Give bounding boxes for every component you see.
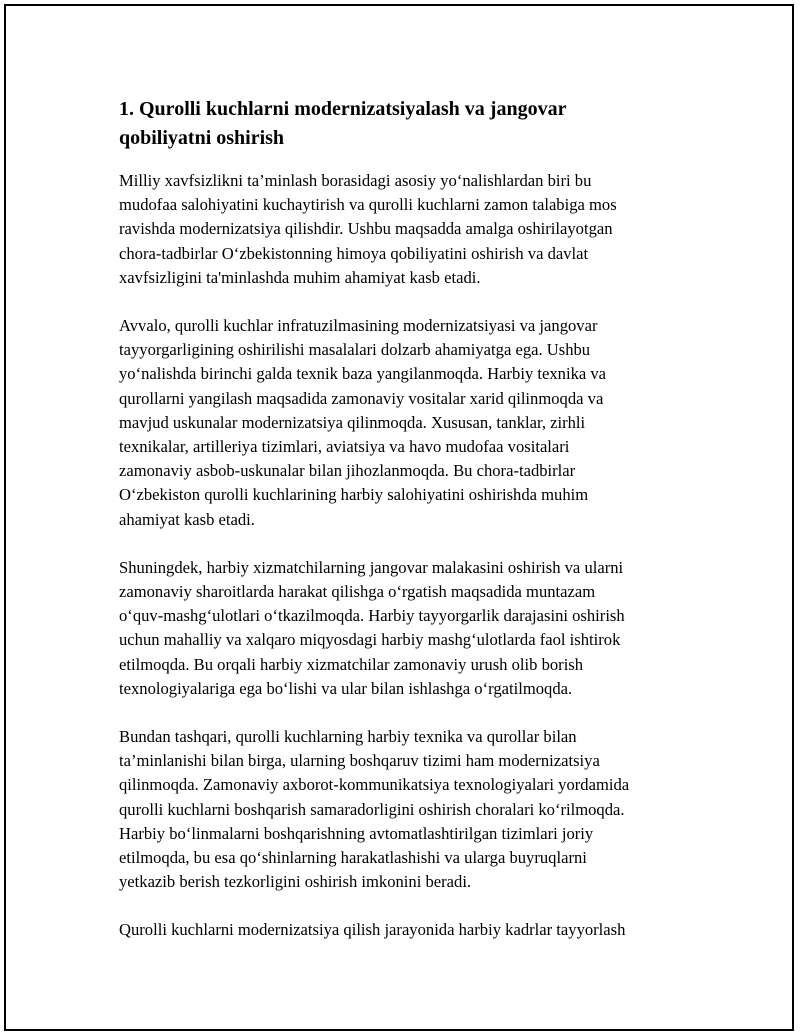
paragraph-2: Avvalo, qurolli kuchlar infratuzilmasining modernizatsiyasi va jangovar tayyorgarligining oshirilishi masalalari dolzarb ahamiyatga ega. Ushbu yo‘nalishda birinchi galda texnik baza yangilanmoqda. Harbiy texnika va qurollarni yangilash maqsadida zamonaviy vositalar xarid qilinmoqda va mavjud uskunalar modernizatsiya qilinmoqda. Xususan, tanklar, zirhli texnikalar, artilleriya tizimlari, aviatsiya va havo mudofaa vositalari zamonaviy asbob-uskunalar bilan jihozlanmoqda. Bu chora-tadbirlar O‘zbekiston qurolli kuchlarining harbiy salohiyatini oshirishda muhim ahamiyat kasb etadi. [119, 316, 607, 529]
paragraph-1: Milliy xavfsizlikni ta’minlash borasidagi asosiy yo‘nalishlardan biri bu mudofaa salohiyatini kuchaytirish va qurolli kuchlarni zamon talabiga mos ravishda modernizatsiya qilishdir. Ushbu maqsadda amalga oshirilayotgan chora-tadbirlar O‘zbekistonning himoya qobiliyatini oshirish va davlat xavfsizligini ta'minlashda muhim ahamiyat kasb etadi. [119, 171, 617, 287]
paragraph-5: Qurolli kuchlarni modernizatsiya qilish jarayonida harbiy kadrlar tayyorlash [119, 920, 626, 940]
paragraph-3: Shuningdek, harbiy xizmatchilarning jangovar malakasini oshirish va ularni zamonaviy sharoitlarda harakat qilishga o‘rgatish maqsadida muntazam o‘quv-mashg‘ulotlari o‘tkazilmoqda. Harbiy tayyorgarlik darajasini oshirish uchun mahalliy va xalqaro miqyosdagi harbiy mashg‘ulotlarda faol ishtirok etilmoqda. Bu orqali harbiy xizmatchilar zamonaviy urush olib borish texnologiyalariga ega bo‘lishi va ular bilan ishlashga o‘rgatilmoqda. [119, 557, 625, 698]
document-body [119, 95, 691, 943]
section-heading: 1. Qurolli kuchlarni modernizatsiyalash va jangovar qobiliyatni oshirish [119, 98, 567, 149]
paragraph-4: Bundan tashqari, qurolli kuchlarning harbiy texnika va qurollar bilan ta’minlanishi bilan birga, ularning boshqaruv tizimi ham modernizatsiya qilinmoqda. Zamonaviy axborot-kommunikatsiya texnologiyalari yordamida qurolli kuchlarni boshqarish samaradorligini oshirish choralari ko‘rilmoqda. Harbiy bo‘linmalarni boshqarishning avtomatlashtirilgan tizimlari joriy etilmoqda, bu esa qo‘shinlarning harakatlashishi va ularga buyruqlarni yetkazib berish tezkorligini oshirish imkonini beradi. [119, 727, 630, 892]
